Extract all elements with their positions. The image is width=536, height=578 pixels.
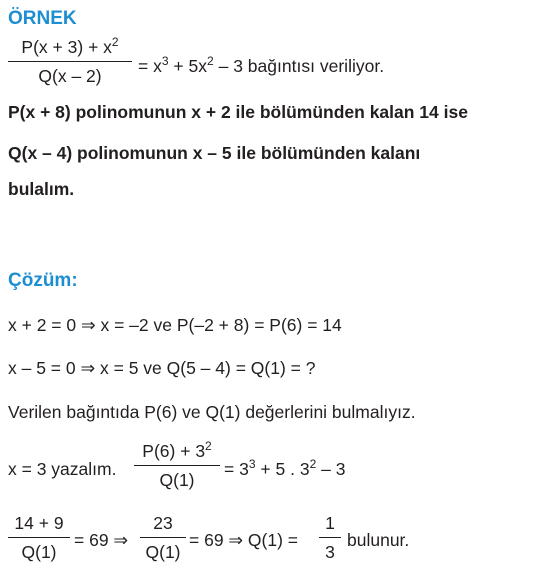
solution-step-5-tail: bulunur. xyxy=(347,530,410,550)
problem-line-3: bulalım. xyxy=(8,179,75,199)
step-5-fraction-1-denominator: Q(1) xyxy=(21,542,57,562)
solution-step-2: x – 5 = 0 ⇒ x = 5 ve Q(5 – 4) = Q(1) = ? xyxy=(8,358,316,378)
fraction-bar xyxy=(8,537,70,538)
step-5-fraction-2-denominator: Q(1) xyxy=(145,542,181,562)
problem-line-2: Q(x – 4) polinomunun x – 5 ile bölümünden kalanı xyxy=(8,143,421,163)
solution-step-5-mid-2: = 69 ⇒ Q(1) = xyxy=(189,530,299,550)
problem-equation-tail: = $x^3 + 5x^2 - 3$ bağıntısı veriliyor. xyxy=(138,54,385,76)
solution-step-1: x + 2 = 0 ⇒ x = –2 ve P(–2 + 8) = P(6) = 14 xyxy=(8,315,342,335)
step-4-fraction-denominator: Q(1) xyxy=(159,470,195,490)
solution-step-4-prefix: x = 3 yazalım. xyxy=(8,459,117,479)
problem-line-1: P(x + 8) polinomunun x + 2 ile bölümünden kalan 14 ise xyxy=(8,102,468,122)
solution-step-4-tail: = $3^3 + 5$ . $3^2 - 3$ xyxy=(224,457,346,479)
step-5-fraction-1 xyxy=(8,512,70,563)
fraction-bar xyxy=(140,537,186,538)
fraction-bar xyxy=(8,61,132,62)
solution-heading: Çözüm: xyxy=(8,270,78,291)
step-4-fraction xyxy=(134,440,220,491)
example-heading: ÖRNEK xyxy=(8,8,77,29)
solution-step-5-mid-1: = 69 ⇒ xyxy=(74,530,129,550)
problem-fraction-numerator: $P(x + 3) + x^2$ xyxy=(21,35,119,57)
step-5-fraction-3-numerator: 1 xyxy=(325,513,335,533)
step-5-fraction-1-numerator: 14 + 9 xyxy=(14,513,64,533)
fraction-bar xyxy=(319,537,341,538)
problem-fraction-denominator: Q(x – 2) xyxy=(38,66,102,86)
step-5-fraction-2-numerator: 23 xyxy=(153,513,173,533)
step-5-fraction-2 xyxy=(140,512,186,563)
step-5-fraction-3-denominator: 3 xyxy=(325,542,335,562)
step-5-fraction-3 xyxy=(319,512,341,563)
problem-fraction xyxy=(8,36,132,87)
fraction-bar xyxy=(134,465,220,466)
step-4-fraction-numerator: $P(6) + 3^2$ xyxy=(142,439,212,461)
solution-step-3: Verilen bağıntıda P(6) ve Q(1) değerlerini bulmalıyız. xyxy=(8,402,416,422)
